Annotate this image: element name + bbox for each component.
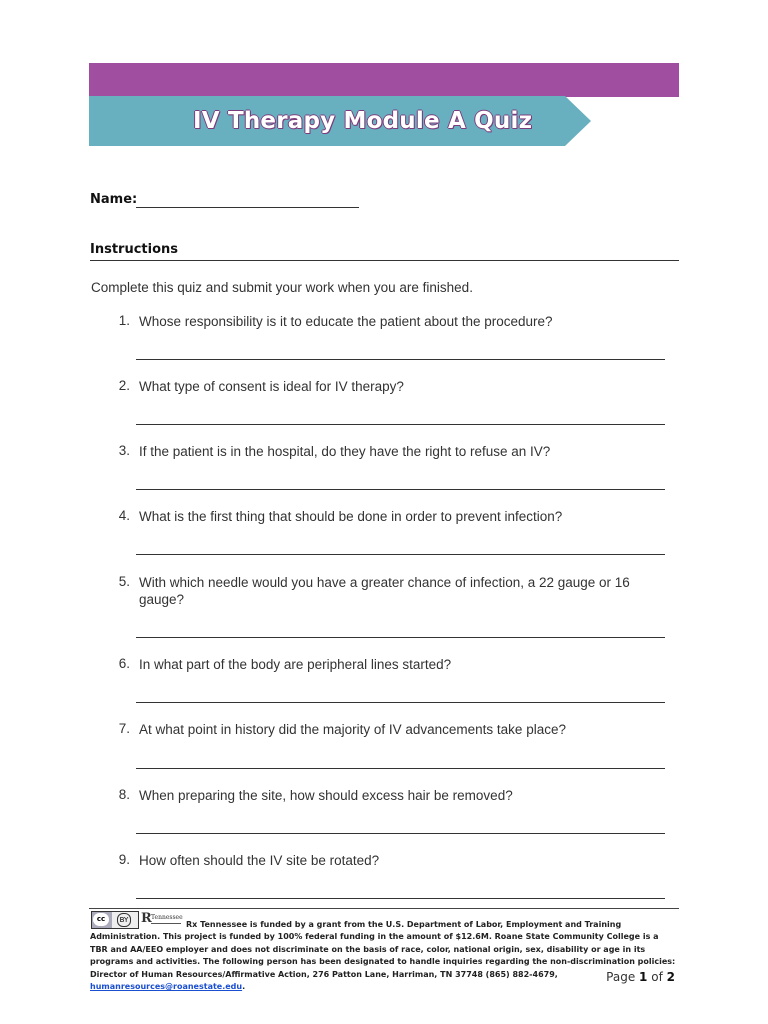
question-number: 6. (118, 656, 130, 671)
rx-tennessee-logo: R Tennessee (141, 911, 183, 926)
answer-line[interactable] (136, 424, 665, 425)
question-text: With which needle would you have a greater chance of infection, a 22 gauge or 16 gauge? (139, 575, 630, 607)
question-text: When preparing the site, how should excess hair be removed? (139, 788, 513, 803)
page-title: IV Therapy Module A Quiz (193, 108, 533, 134)
answer-line[interactable] (136, 833, 665, 834)
page-indicator: Page 1 of 2 (606, 970, 675, 984)
question-number: 2. (118, 378, 130, 393)
answer-line[interactable] (136, 554, 665, 555)
answer-line[interactable] (136, 898, 665, 899)
answer-line[interactable] (136, 359, 665, 360)
name-label: Name: (90, 192, 138, 207)
instructions-text: Complete this quiz and submit your work when you are finished. (91, 280, 473, 295)
question-text: What is the first thing that should be done in order to prevent infection? (139, 509, 563, 524)
hr-email-link[interactable]: humanresources@roanestate.edu (90, 982, 243, 992)
funding-disclaimer: Rx Tennessee is funded by a grant from the U.S. Department of Labor, Employment and Training Administration. This project is funded by 100% federal funding in the amount of $12.6M. Roane State Community College is a TBR and AA/EEO employer and does not discriminate on the basis of race, color, national origin, sex, disability or age in its programs and activities. The following person has been designated to handle inquiries regarding the non-discrimination policies: Director of Human Resources/Affirmative Action, 276 Patton Lane, Harriman, TN 37748 (865) 882-4679, humanresources@roanestate.edu. (90, 920, 676, 992)
cc-by-icon: BY (117, 913, 131, 927)
question-text: At what point in history did the majority of IV advancements take place? (139, 722, 566, 737)
answer-line[interactable] (136, 702, 665, 703)
question-number: 9. (118, 852, 130, 867)
instructions-heading: Instructions (90, 242, 179, 257)
question-text: If the patient is in the hospital, do they have the right to refuse an IV? (139, 444, 551, 459)
question-text: What type of consent is ideal for IV therapy? (139, 379, 404, 394)
answer-line[interactable] (136, 637, 665, 638)
question-text: Whose responsibility is it to educate the patient about the procedure? (139, 314, 553, 329)
question-text: In what part of the body are peripheral lines started? (139, 657, 452, 672)
footer-rule (89, 908, 679, 909)
instructions-rule (90, 260, 679, 261)
question-number: 8. (118, 787, 130, 802)
header-purple-bar (89, 63, 679, 97)
answer-line[interactable] (136, 489, 665, 490)
question-number: 1. (118, 313, 130, 328)
question-number: 3. (118, 443, 130, 458)
question-number: 5. (118, 574, 130, 589)
question-text: How often should the IV site be rotated? (139, 853, 380, 868)
cc-logo-icon: cc (93, 913, 109, 926)
name-field[interactable] (136, 207, 359, 208)
question-number: 7. (118, 721, 130, 736)
answer-line[interactable] (136, 768, 665, 769)
question-number: 4. (118, 508, 130, 523)
